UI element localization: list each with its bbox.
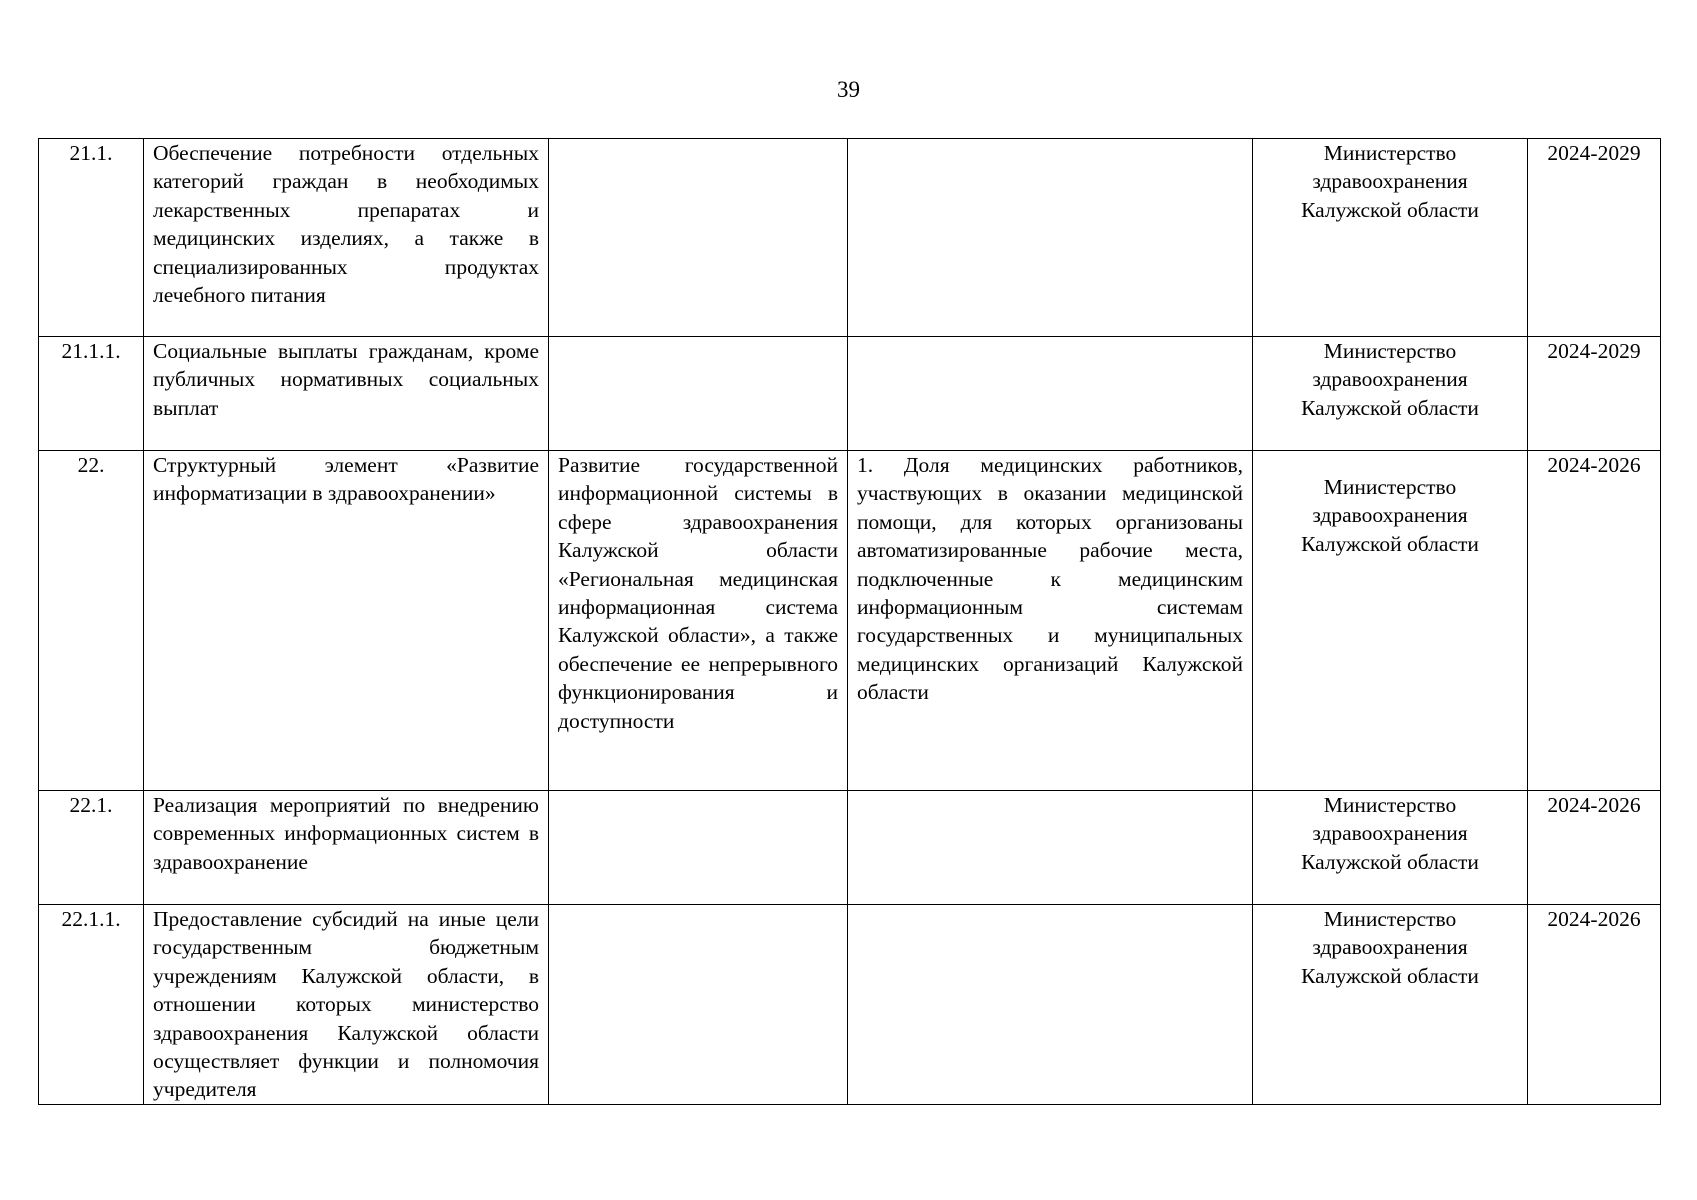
measure-name-cell: Обеспечение потребности отдельных категорий граждан в необходимых лекарственных препаратах и медицинских изделиях, а также в специализированных продуктах лечебного питания [144,139,549,337]
period-cell: 2024-2026 [1528,451,1661,791]
task-cell [549,905,848,1105]
period-cell: 2024-2029 [1528,337,1661,451]
table-row [39,451,1661,791]
responsible-cell: Министерство здравоохранения Калужской области [1253,451,1528,791]
period-cell: 2024-2026 [1528,905,1661,1105]
table-row [39,139,1661,337]
responsible-cell: Министерство здравоохранения Калужской области [1253,791,1528,905]
period-cell: 2024-2026 [1528,791,1661,905]
row-number-cell: 21.1.1. [39,337,144,451]
measures-table [38,138,1661,1105]
indicator-cell [848,905,1253,1105]
row-number-cell: 21.1. [39,139,144,337]
table-row [39,791,1661,905]
responsible-cell: Министерство здравоохранения Калужской области [1253,337,1528,451]
period-cell: 2024-2029 [1528,139,1661,337]
task-cell [549,139,848,337]
row-number-cell: 22.1.1. [39,905,144,1105]
table-row [39,905,1661,1105]
indicator-cell [848,791,1253,905]
table-row [39,337,1661,451]
measure-name-cell: Реализация мероприятий по внедрению современных информационных систем в здравоохранение [144,791,549,905]
row-number-cell: 22. [39,451,144,791]
page-number: 39 [837,77,860,102]
task-cell: Развитие государственной информационной системы в сфере здравоохранения Калужской области «Региональная медицинская информационная система Калужской области», а также обеспечение ее непрерывного функционирования и доступности [549,451,848,791]
indicator-cell [848,337,1253,451]
measure-name-cell: Структурный элемент «Развитие информатизации в здравоохранении» [144,451,549,791]
task-cell [549,791,848,905]
row-number-cell: 22.1. [39,791,144,905]
measure-name-cell: Предоставление субсидий на иные цели государственным бюджетным учреждениям Калужской области, в отношении которых министерство здравоохранения Калужской области осуществляет функции и полномочия учредителя [144,905,549,1105]
indicator-cell [848,139,1253,337]
responsible-cell: Министерство здравоохранения Калужской области [1253,139,1528,337]
responsible-cell: Министерство здравоохранения Калужской области [1253,905,1528,1105]
measure-name-cell: Социальные выплаты гражданам, кроме публичных нормативных социальных выплат [144,337,549,451]
indicator-cell: 1. Доля медицинских работников, участвующих в оказании медицинской помощи, для которых организованы автоматизированные рабочие места, подключенные к медицинским информационным системам государственных и муниципальных медицинских организаций Калужской области [848,451,1253,791]
task-cell [549,337,848,451]
